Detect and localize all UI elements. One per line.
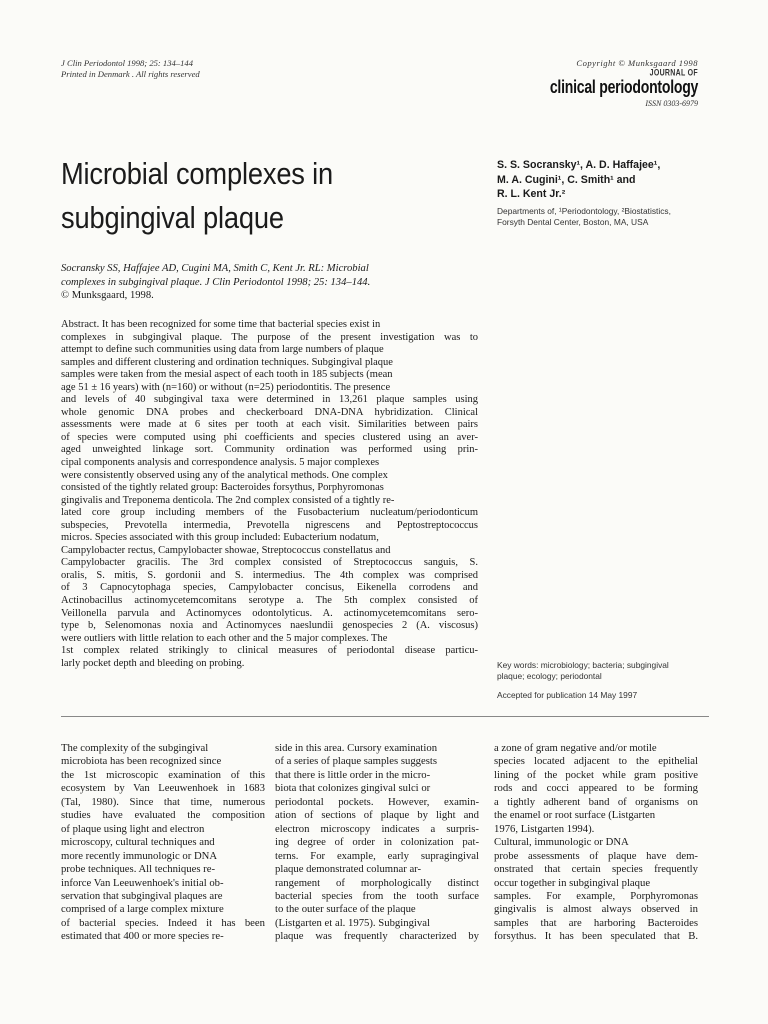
body-line: species located adjacent to the epithelial xyxy=(494,755,698,768)
body-column-3 xyxy=(494,742,708,944)
body-line: rods and cocci appeared to be forming xyxy=(494,782,698,795)
title-line: Microbial complexes in xyxy=(61,156,334,191)
body-line: The complexity of the subgingival xyxy=(61,742,209,754)
abstract-line: Actinobacillus actinomycetemcomitans serotype a. The 5th complex consisted of xyxy=(61,595,478,607)
journal-of-label: JOURNAL OF xyxy=(649,68,698,79)
abstract-line: Abstract. It has been recognized for some time that bacterial species exist in xyxy=(61,319,381,330)
body-line: a tightly adherent band of organisms on xyxy=(494,795,698,808)
body-line: biota that colonizes gingival sulci or xyxy=(275,782,431,795)
body-line: rangement of morphologically distinct xyxy=(275,876,479,889)
body-line: estimated that 400 or more species re- xyxy=(61,930,224,943)
body-line: that there is little order in the micro- xyxy=(275,768,431,781)
body-line: microbiota has been recognized since xyxy=(61,755,222,768)
citation-line: Socransky SS, Haffajee AD, Cugini MA, Smith C, Kent Jr. RL: Microbial xyxy=(61,263,369,274)
body-line: bacterial species from the tooth surface xyxy=(275,889,479,902)
keywords-line: Key words: microbiology; bacteria; subgingival xyxy=(497,660,669,670)
authors-line: S. S. Socransky¹, A. D. Haffajee¹, xyxy=(497,159,661,171)
body-line: occur together in subgingival plaque xyxy=(494,876,651,889)
body-line: plaque demonstrated columnar ar- xyxy=(275,863,422,876)
abstract xyxy=(61,319,481,670)
body-line: onstrated that certain species frequently xyxy=(494,863,698,876)
body-line: the enamel or root surface (Listgarten xyxy=(494,809,656,822)
citation-block xyxy=(61,262,461,303)
body-line: studies have evaluated the composition xyxy=(61,809,265,822)
abstract-line: samples were taken from the mesial aspect of each tooth in 185 subjects (mean xyxy=(61,369,393,381)
accepted-date: Accepted for publication 14 May 1997 xyxy=(497,690,638,700)
header-line: Printed in Denmark . All rights reserved xyxy=(61,69,200,79)
authors xyxy=(497,158,717,202)
abstract-line: 1st complex related strikingly to clinical measures of periodontal disease particu- xyxy=(61,645,478,657)
abstract-line: Veillonella parvula and Actinomyces odontolyticus. A. actinomycetemcomitans sero- xyxy=(61,607,478,619)
body-line: samples that are harboring Bacteroides xyxy=(494,916,698,929)
body-line: Cultural, immunologic or DNA xyxy=(494,836,629,849)
body-line: of a series of plaque samples suggests xyxy=(275,755,438,768)
body-line: the 1st microscopic examination of this xyxy=(61,768,265,781)
title-line: subgingival plaque xyxy=(61,200,284,235)
abstract-line: complexes in subgingival plaque. The purpose of the present investigation was to xyxy=(61,331,478,343)
body-line: inforce Van Leeuwenhoek's initial ob- xyxy=(61,876,224,889)
body-line: (Listgarten et al. 1975). Subgingival xyxy=(275,916,430,929)
body-line: terns. For example, early supragingival xyxy=(275,849,479,862)
abstract-line: larly pocket depth and bleeding on probing. xyxy=(61,657,245,669)
abstract-line: micros. Species associated with this group included: Eubacterium nodatum, xyxy=(61,532,379,544)
header-line: J Clin Periodontol 1998; 25: 134–144 xyxy=(61,58,193,68)
affiliation-line: Forsyth Dental Center, Boston, MA, USA xyxy=(497,217,649,227)
body-line: forsythus. It has been speculated that B. xyxy=(494,930,698,943)
body-line: of bacterial species. Indeed it has been xyxy=(61,916,265,929)
body-line: ing degree of order in colonization pat- xyxy=(275,836,479,849)
abstract-line: aged unweighted linkage sort. Community ordination was performed using prin- xyxy=(61,444,478,456)
abstract-line: oralis, S. mitis, S. gordonii and S. intermedius. The 4th complex was comprised xyxy=(61,569,478,581)
body-line: to the outer surface of the plaque xyxy=(275,903,416,916)
affiliation-line: Departments of, ¹Periodontology, ²Biostatistics, xyxy=(497,206,671,216)
journal-name: clinical periodontology xyxy=(549,77,698,97)
body-line: samples. For example, Porphyromonas xyxy=(494,889,698,902)
body-line: side in this area. Cursory examination xyxy=(275,742,438,754)
body-line: more recently immunologic or DNA xyxy=(61,849,218,862)
body-column-2 xyxy=(275,742,489,944)
copyright-notice: Copyright © Munksgaard 1998 xyxy=(576,58,698,68)
citation-line: © Munksgaard, 1998. xyxy=(61,290,154,301)
abstract-line: of 3 Capnocytophaga species, Campylobacter concisus, Eikenella corrodens and xyxy=(61,582,478,594)
body-line: a zone of gram negative and/or motile xyxy=(494,742,657,754)
abstract-line: cipal components analysis and correspondence analysis. 5 major complexes xyxy=(61,457,380,469)
body-line: (Tal, 1980). Since that time, numerous xyxy=(61,795,265,808)
body-line: ation of sections of plaque by light and xyxy=(275,809,479,822)
authors-line: M. A. Cugini¹, C. Smith¹ and xyxy=(497,173,636,186)
authors-line: R. L. Kent Jr.² xyxy=(497,188,566,200)
citation-line: complexes in subgingival plaque. J Clin Periodontol 1998; 25: 134–144. xyxy=(61,276,371,288)
body-line: plaque was frequently characterized by xyxy=(275,930,479,943)
abstract-line: type b, Selenomonas noxia and Actinomyces naeslundii genospecies 2 (A. viscosus) xyxy=(61,620,478,632)
body-line: comprised of a large complex mixture xyxy=(61,903,224,916)
abstract-line: were consistently observed using any of the analytical methods. One complex xyxy=(61,469,388,481)
abstract-line: Campylobacter rectus, Campylobacter showae, Streptococcus constellatus and xyxy=(61,544,391,556)
abstract-line: were outliers with little relation to each other and the 5 major complexes. The xyxy=(61,632,388,644)
keywords-line: plaque; ecology; periodontal xyxy=(497,671,602,681)
body-line: servation that subgingival plaques are xyxy=(61,889,223,902)
body-column-1 xyxy=(61,742,275,944)
abstract-line: assessments were made at 6 sites per tooth at each visit. Similarities between pairs xyxy=(61,419,478,431)
keywords xyxy=(497,660,717,682)
abstract-line: attempt to define such communities using data from large numbers of plaque xyxy=(61,344,384,356)
abstract-line: gingivalis and Treponema denticola. The 2nd complex consisted of a tightly re- xyxy=(61,494,395,506)
abstract-line: of species were computed using phi coefficients and species clustered using an aver- xyxy=(61,431,478,443)
body-line: probe assessments of plaque have dem- xyxy=(494,849,698,862)
body-line: of plaque using light and electron xyxy=(61,822,205,835)
article-title xyxy=(61,152,333,240)
journal-citation-header xyxy=(61,58,200,80)
body-line: 1976, Listgarten 1994). xyxy=(494,822,595,835)
body-line: microscopy, cultural techniques and xyxy=(61,836,215,849)
abstract-line: age 51 ± 16 years) with (n=160) or without (n=25) periodontitis. The presence xyxy=(61,381,391,393)
abstract-line: and levels of 40 subgingival taxa were determined in 13,261 plaque samples using xyxy=(61,394,478,406)
abstract-line: samples and different clustering and ordination techniques. Subgingival plaque xyxy=(61,356,393,368)
abstract-line: subspecies, Prevotella intermedia, Prevotella nigrescens and Peptostreptococcus xyxy=(61,519,478,531)
section-divider xyxy=(61,716,709,717)
abstract-line: whole genomic DNA probes and checkerboard DNA-DNA hybridization. Clinical xyxy=(61,406,478,418)
affiliations xyxy=(497,206,717,228)
body-line: electron microscopy indicates a surpris- xyxy=(275,822,479,835)
journal-masthead xyxy=(508,58,698,108)
abstract-line: lated core group including members of the Fusobacterium nucleatum/periodonticum xyxy=(61,507,478,519)
body-line: ecosystem by Van Leeuwenhoek in 1683 xyxy=(61,782,265,795)
body-line: probe techniques. All techniques re- xyxy=(61,863,216,876)
issn: ISSN 0303-6979 xyxy=(645,99,698,108)
abstract-line: Campylobacter gracilis. The 3rd complex consisted of Streptococcus sanguis, S. xyxy=(61,557,478,569)
body-line: gingivalis is almost always observed in xyxy=(494,903,698,916)
abstract-line: consisted of the tightly related group: Bacteroides forsythus, Porphyromonas xyxy=(61,482,384,494)
body-line: periodontal pockets. However, examin- xyxy=(275,795,479,808)
body-line: lining of the pocket while gram positive xyxy=(494,768,698,781)
